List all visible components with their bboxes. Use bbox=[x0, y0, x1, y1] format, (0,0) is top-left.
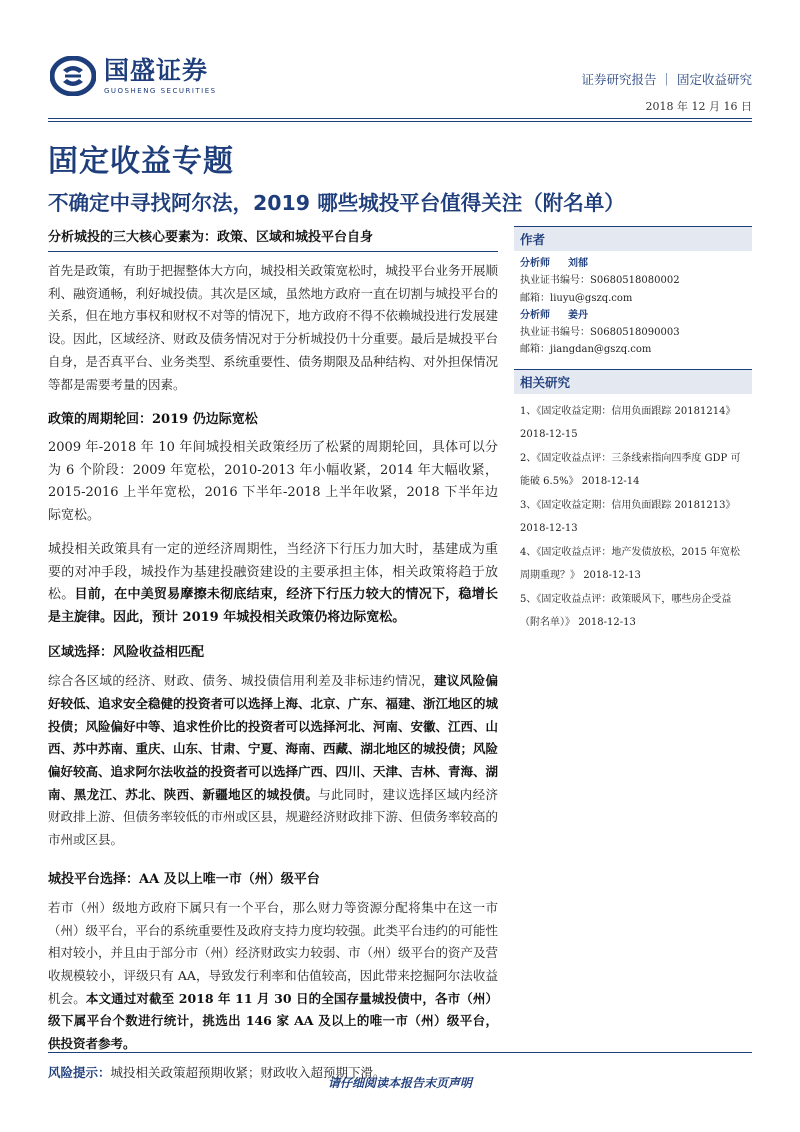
related-reports bbox=[514, 394, 752, 635]
authors-title: 作者 bbox=[514, 226, 752, 251]
author-cert: 执业证书编号：S0680518080002 bbox=[520, 275, 680, 287]
author-email[interactable]: 邮箱：liuyu@gszq.com bbox=[520, 292, 633, 304]
region-paragraph bbox=[48, 670, 498, 852]
risk-text: 城投相关政策超预期收紧；财政收入超预期下滑。 bbox=[110, 1064, 386, 1080]
sidebar bbox=[514, 226, 752, 635]
summary-column bbox=[48, 226, 498, 1084]
header-meta bbox=[582, 70, 752, 114]
category-title: 固定收益专题 bbox=[48, 144, 234, 179]
platform-paragraph bbox=[48, 897, 498, 1056]
related-report-date: 2018-12-15 bbox=[520, 429, 578, 441]
guosheng-logo-icon bbox=[50, 56, 96, 96]
author-name: 刘郁 bbox=[568, 258, 588, 269]
author-cert: 执业证书编号：S0680518090003 bbox=[520, 327, 680, 339]
policy-heading: 政策的周期轮回：2019 仍边际宽松 bbox=[48, 412, 258, 428]
related-report-date: 2018-12-13 bbox=[578, 617, 636, 629]
region-heading: 区域选择：风险收益相匹配 bbox=[48, 645, 205, 661]
main-title: 不确定中寻找阿尔法，2019 哪些城投平台值得关注（附名单） bbox=[48, 191, 625, 215]
author-name-row: 分析师 刘郁 bbox=[520, 258, 588, 269]
related-report-item[interactable]: 5、《固定收益点评：政策暖风下，哪些房企受益（附名单）》 2018-12-13 bbox=[520, 593, 732, 629]
policy-text: 城投相关政策具有一定的逆经济周期性，当经济下行压力加大时，基建成为重要的对冲手段，城投作为基建投融资建设的主要承担主体，相关政策将趋于放松。 bbox=[48, 542, 498, 603]
related-title: 相关研究 bbox=[514, 369, 752, 394]
author-name: 姜丹 bbox=[568, 309, 588, 321]
report-date: 2018 年 12 月 16 日 bbox=[645, 100, 752, 113]
region-text: 综合各区域的经济、财政、债务、城投债信用利差及非标违约情况， bbox=[48, 673, 435, 689]
footer-disclaimer: 请仔细阅读本报告末页声明 bbox=[327, 1076, 472, 1090]
header-divider bbox=[48, 118, 752, 119]
footer-divider bbox=[48, 1052, 752, 1053]
brand-name-en: GUOSHENG SECURITIES bbox=[104, 87, 217, 95]
policy-conclusion: 目前，在中美贸易摩擦未彻底结束，经济下行压力较大的情况下，稳增长是主旋律。因此，预计 2019 年城投相关政策仍将边际宽松。 bbox=[48, 587, 498, 625]
related-report-item[interactable]: 2、《固定收益点评：三条线索指向四季度 GDP 可能破 6.5%》 2018-12-14 bbox=[520, 452, 741, 488]
related-report-date: 2018-12-14 bbox=[581, 476, 640, 488]
related-report-item[interactable]: 4、《固定收益点评：地产发债放松，2015 年宽松周期重现？》 2018-12-13 bbox=[520, 546, 740, 582]
platform-conclusion: 本文通过对截至 2018 年 11 月 30 日的全国存量城投债中，各市（州）级下属平台个数进行统计，挑选出 146 家 AA 及以上的唯一市（州）级平台，供投资者参考。 bbox=[48, 990, 498, 1052]
summary-paragraph: 首先是政策，有助于把握整体大方向，城投相关政策宽松时，城投平台业务开展顺利、融资通畅，利好城投债。其次是区域，虽然地方政府一直在切割与城投平台的关系，但在地方事权和财权不对等的情况下，地方政府不得不依赖城投进行发展建设。因此，区域经济、财政及债务情况对于分析城投仍十分重要。最后是城投平台自身，是否真平台、业务类型、系统重要性、债务期限及品种结构、对外担保情况等都是需要考量的因素。 bbox=[48, 263, 499, 392]
platform-text: 若市（州）级地方政府下属只有一个平台，那么财力等资源分配将集中在这一市（州）级平台，平台的系统重要性及政府支持力度均较强。此类平台违约的可能性相对较小，并且由于部分市（州）经济财政实力较弱、市（州）级平台的资产及营收规模较小，评级只有 AA，导致发行利率和估值较高，因此带来挖掘阿尔法收益机会。 bbox=[48, 899, 499, 1006]
region-recommendation: 建议风险偏好较低、追求安全稳健的投资者可以选择上海、北京、广东、福建、浙江地区的城投债；风险偏好中等、追求性价比的投资者可以选择河北、河南、安徽、江西、山西、苏中苏南、重庆、山东、甘肃、宁夏、海南、西藏、湖北地区的城投债；风险偏好较高、追求阿尔法收益的投资者可以选择广西、四川、天津、吉林、青海、湖南、黑龙江、苏北、陕西、新疆地区的城投债。 bbox=[48, 673, 499, 802]
author-email[interactable]: 邮箱：jiangdan@gszq.com bbox=[520, 344, 652, 356]
policy-paragraph-2 bbox=[48, 539, 498, 629]
authors-list bbox=[514, 251, 752, 365]
report-type: 证券研究报告 ｜ 固定收益研究 bbox=[581, 72, 752, 87]
related-report-date: 2018-12-13 bbox=[520, 523, 578, 535]
summary-heading: 分析城投的三大核心要素为：政策、区域和城投平台自身 bbox=[48, 226, 498, 252]
company-logo bbox=[50, 56, 217, 96]
risk-label: 风险提示： bbox=[48, 1064, 111, 1080]
related-report-item[interactable]: 1、《固定收益定期：信用负面跟踪 20181214》 bbox=[520, 405, 736, 417]
policy-paragraph-1: 2009 年-2018 年 10 年间城投相关政策经历了松紧的周期轮回，具体可以分为 6 个阶段：2009 年宽松，2010-2013 年小幅收紧，2014 年大幅收紧，2015-2016 上半年宽松，2016 下半年-2018 上半年收紧，2018 下半年边际宽松。 bbox=[48, 440, 498, 523]
author-name-row: 分析师 姜丹 bbox=[520, 309, 588, 321]
region-text-2: 与此同时，建议选择区域内经济财政排上游、但债务率较低的市州或区县，规避经济财政排下游、但债务率较高的市州或区县。 bbox=[48, 786, 499, 848]
brand-name: 国盛证券 bbox=[104, 56, 209, 85]
platform-heading: 城投平台选择：AA 及以上唯一市（州）级平台 bbox=[48, 871, 320, 887]
related-report-date: 2018-12-13 bbox=[583, 570, 641, 582]
related-report-item[interactable]: 3、《固定收益定期：信用负面跟踪 20181213》 bbox=[520, 499, 736, 511]
header-divider-thin bbox=[48, 121, 752, 122]
